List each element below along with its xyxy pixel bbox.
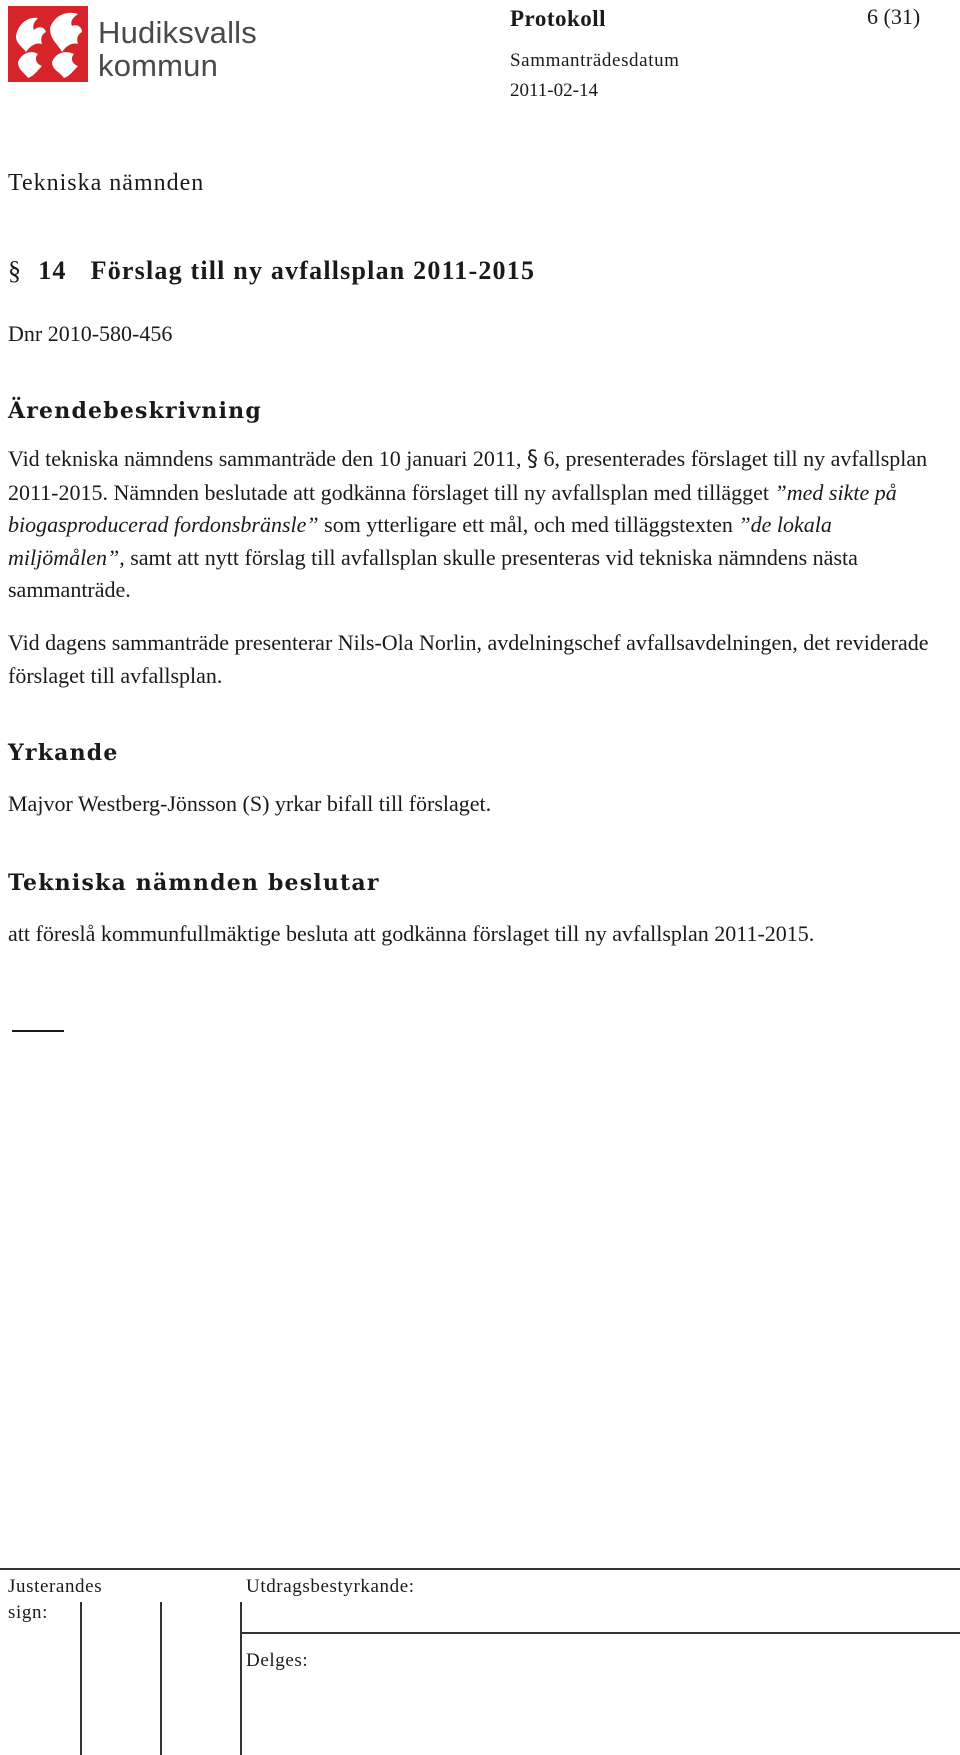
p1-italic-quote-2: ”de lokala miljömålen” xyxy=(8,512,832,570)
p1-text-c: som ytterligare ett mål, och med tilläggstexten xyxy=(318,512,739,537)
heading-arendebeskrivning: Ärendebeskrivning xyxy=(8,398,262,424)
section-number: 14 xyxy=(38,256,67,285)
date-label: Sammanträdesdatum xyxy=(510,50,680,71)
section-title-text: Förslag till ny avfallsplan 2011-2015 xyxy=(90,256,536,285)
p1-paragraph-symbol: § xyxy=(527,447,539,472)
signature-box-divider-3 xyxy=(240,1602,242,1755)
paragraph-arendebeskrivning-2: Vid dagens sammanträde presenterar Nils-Ola Norlin, avdelningschef avfallsavdelningen, det reviderade förslaget till avfallsplan. xyxy=(8,630,929,688)
document-type: Protokoll xyxy=(510,6,607,31)
end-rule xyxy=(12,1030,64,1032)
signature-table xyxy=(0,1568,960,1755)
section-title xyxy=(8,256,535,286)
logo-wordmark xyxy=(98,16,257,82)
signature-box-divider-2 xyxy=(160,1602,162,1755)
municipal-coat-of-arms-icon xyxy=(8,6,88,82)
diary-number: Dnr 2010-580-456 xyxy=(8,321,173,346)
paragraph-symbol: § xyxy=(8,256,23,285)
sign-label: sign: xyxy=(8,1602,48,1623)
p1-text-b: 6, presenterades förslaget till ny avfallsplan 2011-2015. Nämnden beslutade att godkänna förslaget till ny avfallsplan med tillägget xyxy=(8,446,928,505)
delges-label: Delges: xyxy=(246,1650,309,1671)
footer-mid-rule xyxy=(240,1632,960,1634)
logo-line-2: kommun xyxy=(98,48,219,83)
footer-top-rule xyxy=(0,1568,960,1570)
meeting-date: 2011-02-14 xyxy=(510,80,598,101)
paragraph-beslut: att föreslå kommunfullmäktige besluta att godkänna förslaget till ny avfallsplan 2011-2015. xyxy=(8,921,815,946)
heading-beslut: Tekniska nämnden beslutar xyxy=(8,870,380,896)
heading-yrkande: Yrkande xyxy=(8,740,119,766)
p1-text-d: , samt att nytt förslag till avfallsplan skulle presenteras vid tekniska nämndens nästa sammanträde. xyxy=(8,544,858,602)
paragraph-arendebeskrivning-1 xyxy=(8,443,938,607)
p1-italic-quote-1: ”med sikte på biogasproducerad fordonsbränsle” xyxy=(8,479,897,537)
hudiksvalls-kommun-logo xyxy=(8,6,258,82)
justerandes-label: Justerandes xyxy=(8,1576,103,1597)
signature-box-divider-1 xyxy=(80,1602,82,1755)
page-number: 6 (31) xyxy=(867,4,921,29)
utdragsbestyrkande-label: Utdragsbestyrkande: xyxy=(246,1576,415,1597)
logo-line-1: Hudiksvalls xyxy=(98,15,257,50)
committee-name: Tekniska nämnden xyxy=(8,170,205,196)
p1-text-a: Vid tekniska nämndens sammanträde den 10 januari 2011, xyxy=(8,446,528,471)
paragraph-yrkande: Majvor Westberg-Jönsson (S) yrkar bifall till förslaget. xyxy=(8,791,492,816)
